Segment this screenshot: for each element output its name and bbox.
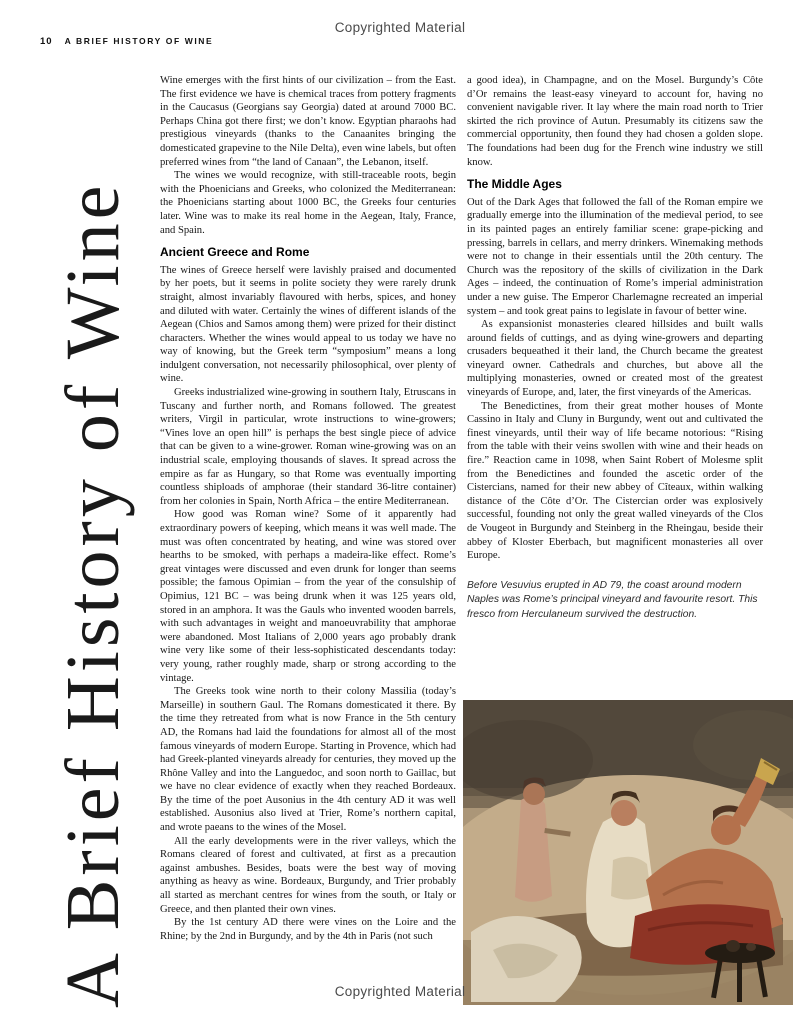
running-head: A BRIEF HISTORY OF WINE (64, 36, 214, 46)
image-caption: Before Vesuvius erupted in AD 79, the coast around modern Naples was Rome’s principal vineyard and favourite resort. This fresco from Herculaneum survived the destruction. (467, 579, 758, 620)
paragraph: a good idea), in Champagne, and on the Mosel. Burgundy’s Côte d’Or remains the least-easy vineyard to account for, having no convenient navigable river. It lay where the main road north to Trier skirted the rich province of Autun. Presumably its citizens saw the commercial opportunity, then found they had chosen a golden slope. The foundations had been dug for the French wine industry we still know. (467, 75, 763, 168)
text-column-left (160, 74, 456, 943)
chapter-title-vertical: A Brief History of Wine (51, 181, 135, 1008)
herculaneum-fresco-illustration (463, 700, 793, 1005)
paragraph: As expansionist monasteries cleared hillsides and built walls around fields of cuttings, and as dying wine-growers and departing crusaders bequeathed it their land, the Church became the greatest vineyard owner. Cathedrals and churches, but above all the multiplying monasteries, owned or created most of the greatest vineyards of Europe, and, later, the first vineyards of the Americas. (467, 319, 763, 399)
paragraph: By the 1st century AD there were vines on the Loire and the Rhine; by the 2nd in Burgundy, and by the 4th in Paris (not such (160, 917, 456, 942)
fresco-image (463, 700, 793, 1005)
paragraph: How good was Roman wine? Some of it apparently had extraordinary powers of keeping, which means it was well made. The must was often concentrated by heating, and wine was stored over hearths to be smoked, with perhaps a madeira-like effect. Rome’s great vintages were discussed and even drunk for longer than seems possible; the famous Opimian – from the year of the consulship of Opimius, 121 BC – was being drunk when it was 125 years old, stored in an amphora. It was the Gauls who invented wooden barrels, with such advantages in weight and manoeuvrability that amphorae were abandoned. Most Italians of 2,000 years ago probably drank wine very like some of their less-sophisticated descendants today: very young, rather roughly made, sharp or strong according to the vintage. (160, 509, 456, 684)
paragraph: The Benedictines, from their great mother houses of Monte Cassino in Italy and Cluny in Burgundy, went out and cultivated the finest vineyards, until their way of life became notorious: “Rising from the table with their veins swollen with wine and their heads on fire.” Reaction came in 1098, when Saint Robert of Molesme split from the Benedictines and founded the ascetic order of the Cistercians, named for their new abbey of Cîteaux, within walking distance of the Côte d’Or. The Cistercian order was explosively successful, founding not only the great walled vineyards of the Clos de Vougeot in Burgundy and Steinberg in the Rheingau, beside their abbey of Kloster Eberbach, but magnificent monasteries all over Europe. (467, 400, 763, 562)
paragraph: The Greeks took wine north to their colony Massilia (today’s Marseille) in southern Gaul. The Romans domesticated it there. By the time they retreated from what is now France in the 5th century AD, the Romans had laid the foundations for almost all of the most famous vineyards of modern Europe. Starting in Provence, which had had Greek-planted vineyards already for centuries, they moved up the Rhône Valley and into the Languedoc, and soon north to Gaillac, but we have no clear evidence of exactly when they reached Bordeaux. By the time of the poet Ausonius in the 4th century AD it was well established. Ausonius also lived at Trier, Rome’s northern capital, and wrote paeans to the wines of the Mosel. (160, 686, 456, 834)
paragraph: Greeks industrialized wine-growing in southern Italy, Etruscans in Tuscany and further north, and Romans followed. The greatest writers, Virgil in particular, wrote instructions to wine-growers; “Vines love an open hill” is perhaps the best single piece of advice that can be given to a wine-grower. Roman wine-growing was on an industrial scale, employing thousands of slaves. It spread across the empire as far as Hungary, so that Rome was eventually importing countless shiploads of amphorae (their standard 36-litre container) from her colonies in Spain, North Africa – the entire Mediterranean. (160, 387, 456, 507)
paragraph: Out of the Dark Ages that followed the fall of the Roman empire we gradually emerge into the illumination of the medieval period, to see in its painted pages an entirely familiar scene: grape-picking and pressing, barrels in cellars, and merry drinkers. Winemaking methods were not to change in their essentials until the 20th century. The Church was the repository of the skills of civilization in the Dark Ages – indeed, the continuation of Rome’s imperial administration under a new guise. The Emperor Charlemagne recreated an imperial system – and took great pains to legislate in favour of better wine. (467, 196, 763, 317)
paragraph: Wine emerges with the first hints of our civilization – from the East. The first evidence we have is chemical traces from pottery fragments in the Caucasus (Georgians say Georgia) dated at around 7000 BC. Perhaps China got there first; we don’t know. Egyptian pharaohs had prestigious vineyards (thanks to the Canaanites bringing the domesticated grapevine to the Nile Delta), even wine labels, but often preferred wines from “the land of Canaan”, the Lebanon, itself. (160, 75, 456, 168)
copyright-notice-top: Copyrighted Material (334, 20, 466, 35)
paragraph: All the early developments were in the river valleys, which the Romans cleared of forest and cultivated, at first as a precaution against ambushes. Besides, boats were the best way of moving anything as heavy as wine. Bordeaux, Burgundy, and Trier probably all started as merchant centres for wines from the south, or Italy or Greece, and then planted their own vines. (160, 835, 456, 915)
copyright-notice-bottom: Copyrighted Material (334, 984, 466, 999)
page-number: 10 (40, 36, 53, 47)
section-heading-middle-ages: The Middle Ages (467, 177, 562, 192)
section-heading-ancient-greece: Ancient Greece and Rome (160, 245, 310, 260)
text-column-right (467, 74, 763, 622)
page-header (40, 31, 213, 49)
paragraph: The wines of Greece herself were lavishly praised and documented by her poets, but it seems in polite society they were rarely drunk straight, almost invariably flavoured with herbs, spices, and honey and diluted with water. Certainly the wines of different islands of the Aegean (Chios and Samos among them) were prized for their distinct characters. Whether the wines would appeal to us today we have no way of knowing, but the Greek term “symposium” means a long indulgent conversation, not necessarily philosophical, over plenty of wine. (160, 264, 456, 385)
paragraph: The wines we would recognize, with still-traceable roots, begin with the Phoenicians and Greeks, who colonized the Mediterranean: the Phoenicians starting about 1000 BC, the Greeks four centuries later. Wine was to make its real home in the Aegean, Italy, France, and Spain. (160, 170, 456, 236)
